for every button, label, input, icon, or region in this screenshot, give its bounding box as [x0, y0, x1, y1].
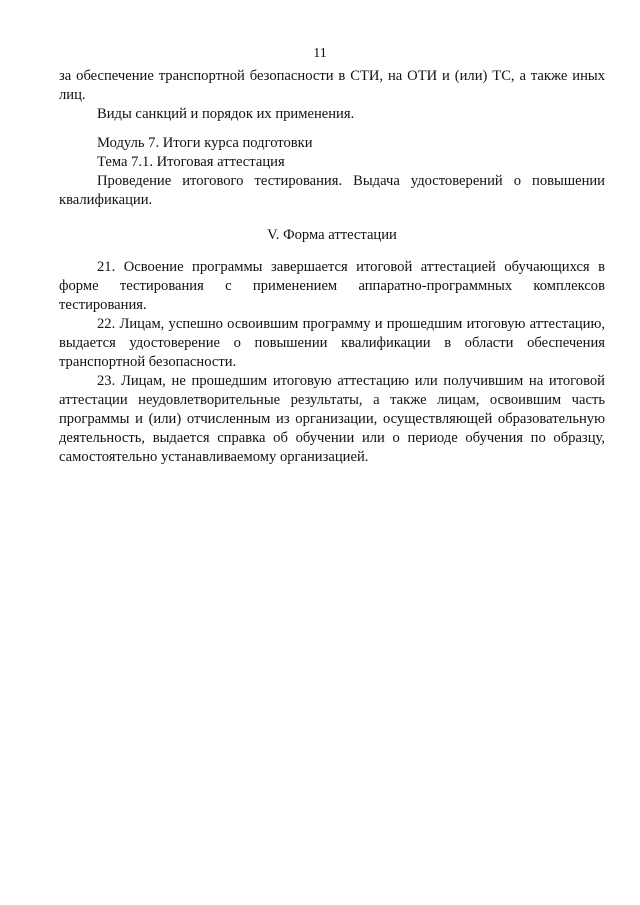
module-title: Модуль 7. Итоги курса подготовки [97, 135, 313, 151]
module-description: Проведение итогового тестирования. Выдача удостоверений о повышении квалификации. [59, 173, 605, 208]
page-number: 11 [313, 46, 327, 61]
paragraph-continuation: за обеспечение транспортной безопасности в СТИ, на ОТИ и (или) ТС, а также иных лиц. [59, 68, 605, 103]
module-topic: Тема 7.1. Итоговая аттестация [97, 154, 285, 170]
section-item-23: 23. Лицам, не прошедшим итоговую аттестацию или получившим на итоговой аттестации неудовлетворительные результаты, а также лицам, освоившим часть программы и (или) отчисленным из организации, осуществляющей образовательную деятельность, выдается справка об обучении или о периоде обучения по образцу, самостоятельно устанавливаемому организацией. [59, 373, 605, 465]
section-heading: V. Форма аттестации [267, 227, 397, 243]
spacer [59, 124, 605, 134]
section-item-22: 22. Лицам, успешно освоившим программу и прошедшим итоговую аттестацию, выдается удостоверение о повышении квалификации в области обеспечения транспортной безопасности. [59, 316, 605, 370]
page-content [59, 67, 605, 467]
section-item-21: 21. Освоение программы завершается итоговой аттестацией обучающихся в форме тестирования с применением аппаратно-программных комплексов тестирования. [59, 259, 605, 313]
paragraph-sanctions: Виды санкций и порядок их применения. [97, 106, 355, 122]
